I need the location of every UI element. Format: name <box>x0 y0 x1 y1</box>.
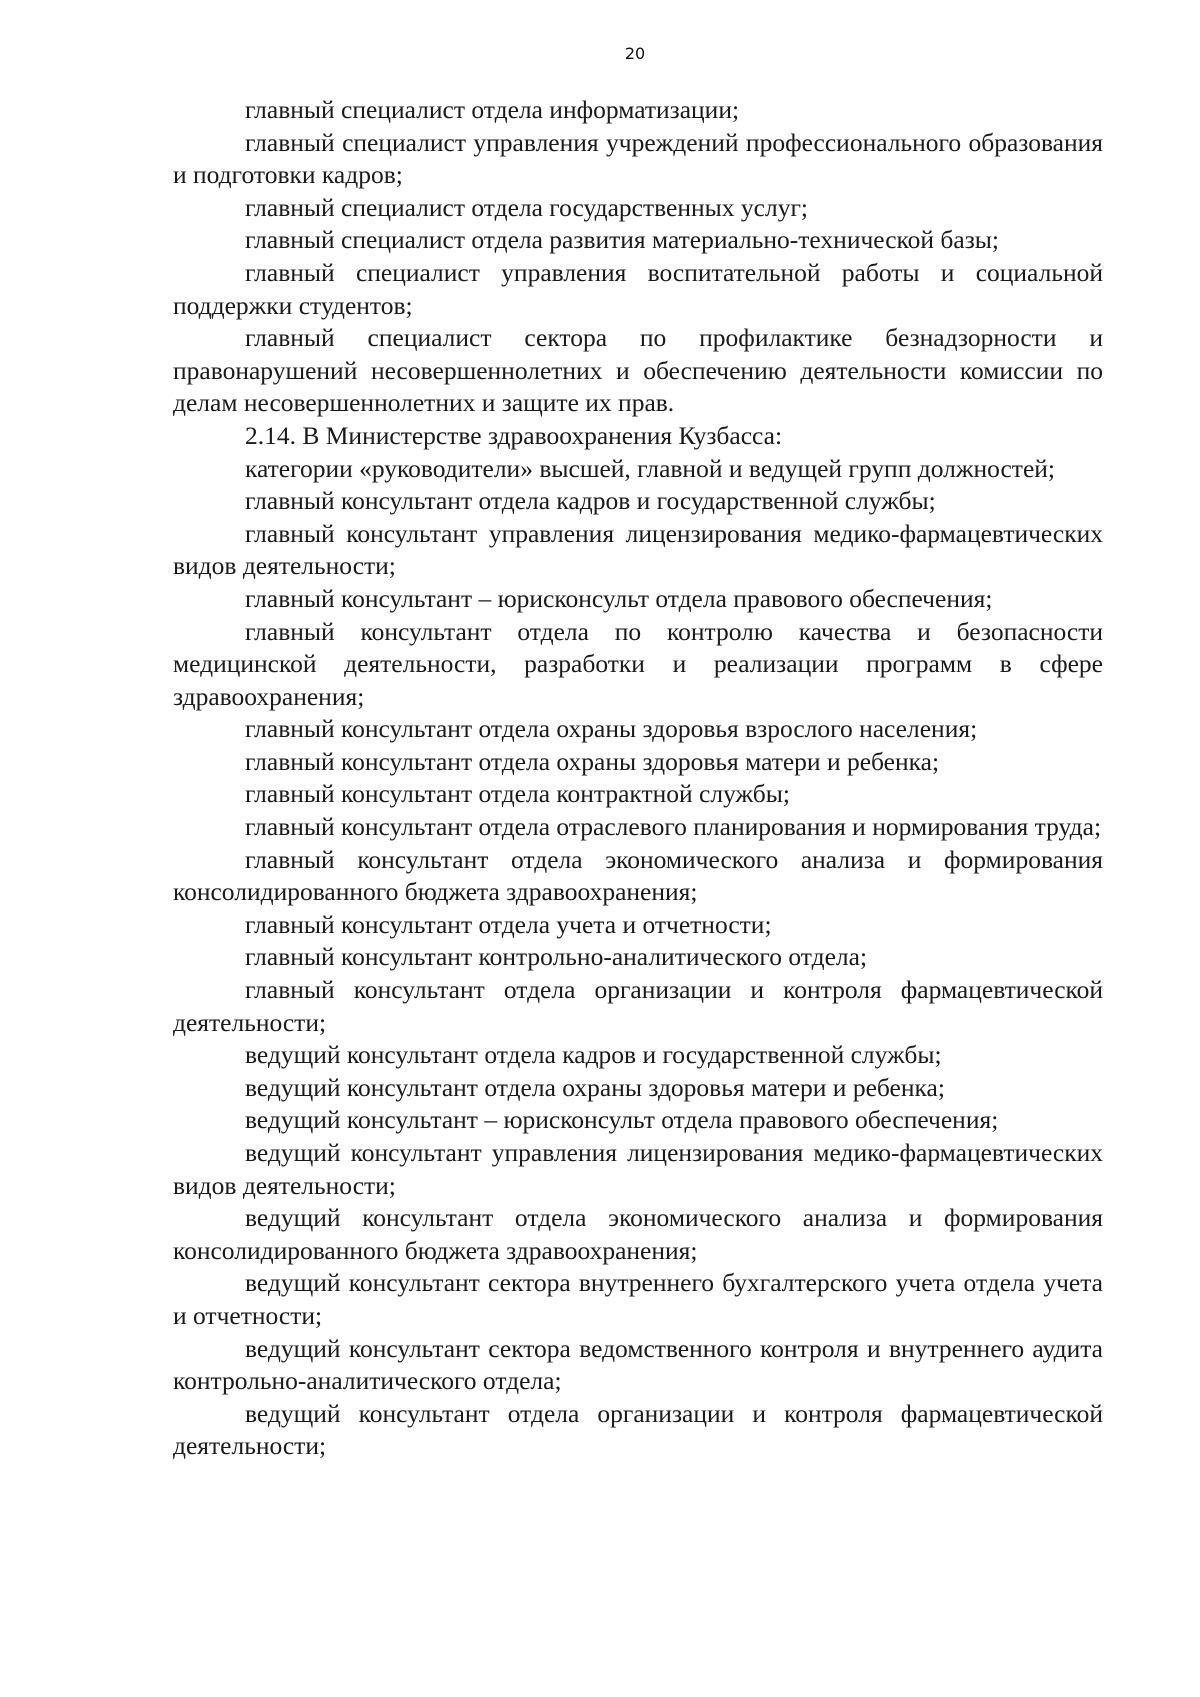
list-item: главный специалист отдела государственных услуг; <box>245 192 808 222</box>
list-item: главный специалист управления воспитательной работы и социальной поддержки студентов; <box>173 257 1103 320</box>
list-item: главный консультант отдела кадров и государственной службы; <box>245 486 936 516</box>
list-item: ведущий консультант отдела организации и контроля фармацевтической деятельности; <box>173 1398 1103 1461</box>
list-item: категории «руководители» высшей, главной и ведущей групп должностей; <box>245 453 1055 483</box>
list-item: главный консультант отдела экономического анализа и формирования консолидированного бюджета здравоохранения; <box>173 844 1103 907</box>
list-item: главный консультант отдела организации и контроля фармацевтической деятельности; <box>173 975 1103 1037</box>
section-heading: 2.14. В Министерстве здравоохранения Кузбасса: <box>245 420 783 450</box>
list-item: ведущий консультант отдела охраны здоровья матери и ребенка; <box>245 1072 945 1102</box>
list-item: главный консультант – юрисконсульт отдела правового обеспечения; <box>245 583 993 613</box>
list-item: главный консультант контрольно-аналитического отдела; <box>245 942 868 972</box>
list-item: главный консультант отдела учета и отчетности; <box>245 909 772 939</box>
list-item: ведущий консультант сектора внутреннего бухгалтерского учета отдела учета и отчетности; <box>173 1268 1103 1330</box>
list-item: ведущий консультант сектора ведомственного контроля и внутреннего аудита контрольно-аналитического отдела; <box>173 1333 1103 1396</box>
list-item: главный специалист отдела информатизации; <box>245 95 740 124</box>
list-item: ведущий консультант – юрисконсульт отдела правового обеспечения; <box>245 1105 999 1135</box>
list-item: главный консультант отдела охраны здоровья взрослого населения; <box>245 714 978 744</box>
list-item: главный специалист сектора по профилактике безнадзорности и правонарушений несовершеннолетних и обеспечению деятельности комиссии по делам несовершеннолетних и защите их прав. <box>173 323 1103 418</box>
list-item: главный консультант отдела отраслевого планирования и нормирования труда; <box>245 812 1102 842</box>
list-item: главный консультант отдела контрактной службы; <box>245 779 790 809</box>
page-number: 20 <box>624 44 646 63</box>
document-body <box>173 94 1103 1463</box>
list-item: главный консультант управления лицензирования медико-фармацевтических видов деятельности; <box>173 518 1103 581</box>
list-item: ведущий консультант отдела кадров и государственной службы; <box>245 1040 942 1070</box>
list-item: главный специалист управления учреждений профессионального образования и подготовки кадров; <box>173 127 1103 190</box>
list-item: главный консультант отдела охраны здоровья матери и ребенка; <box>245 746 940 776</box>
list-item: ведущий консультант отдела экономического анализа и формирования консолидированного бюджета здравоохранения; <box>173 1203 1103 1265</box>
list-item: главный консультант отдела по контролю качества и безопасности медицинской деятельности, разработки и реализации программ в сфере здравоохранения; <box>173 616 1103 711</box>
list-item: главный специалист отдела развития материально-технической базы; <box>245 225 1000 255</box>
list-item: ведущий консультант управления лицензирования медико-фармацевтических видов деятельности; <box>173 1138 1103 1200</box>
